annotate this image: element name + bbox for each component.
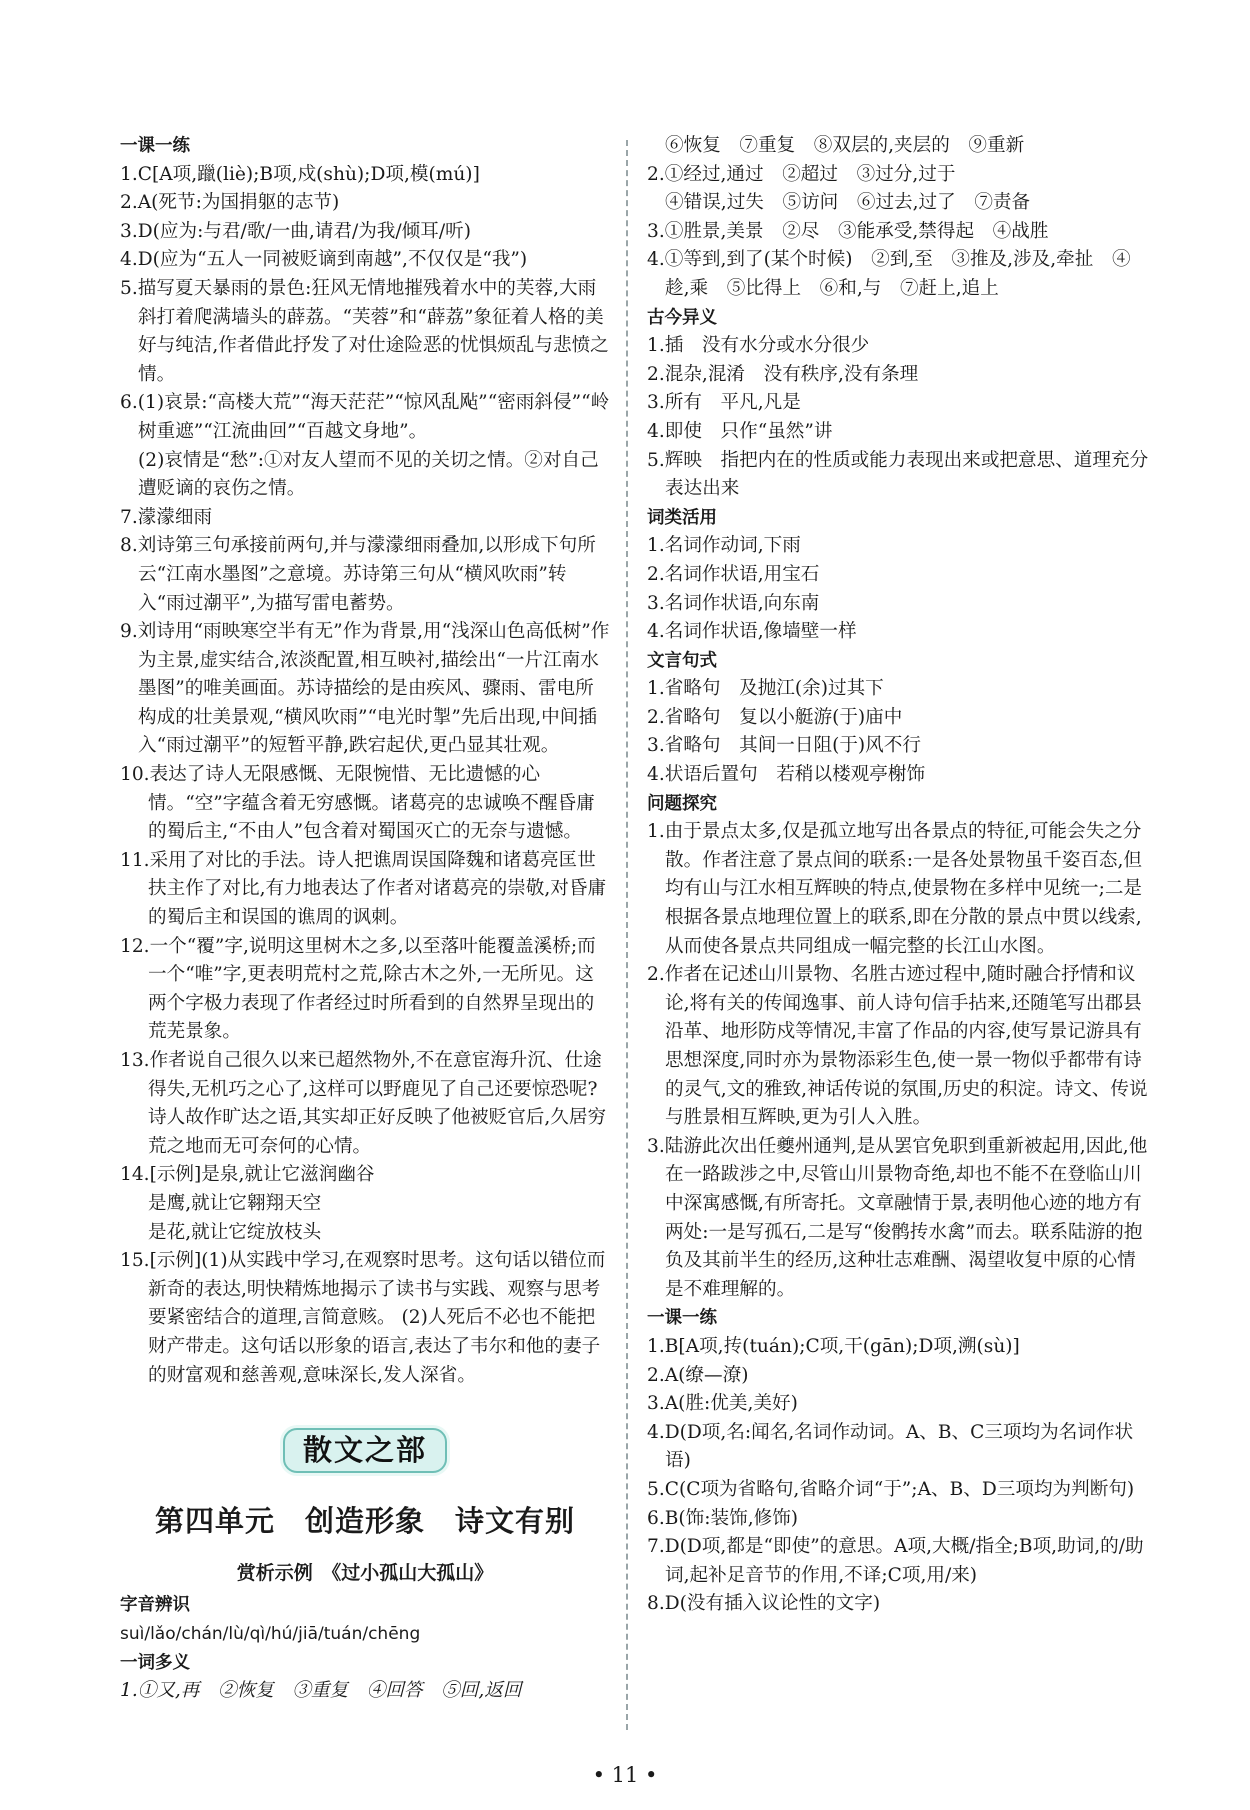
answer-item: 2.①经过,通过 ②超过 ③过分,过于: [647, 163, 956, 185]
answer-item: 4.D(D项,名:闻名,名词作动词。A、B、C三项均为名词作状语): [647, 1421, 1134, 1472]
answer-item: 6.B(饰:装饰,修饰): [647, 1507, 799, 1529]
answer-continuation: 是花,就让它绽放枝头: [148, 1221, 322, 1243]
answer-item: 1.C[A项,躐(liè);B项,戍(shù);D项,模(mú)]: [120, 163, 480, 185]
answer-item: 3.省略句 其间一日阻(于)风不行: [647, 735, 921, 757]
left-column: [120, 132, 610, 1706]
answer-item: 14.[示例]是泉,就让它滋润幽谷: [120, 1164, 375, 1186]
answer-item: 15.[示例](1)从实践中学习,在观察时思考。这句话以错位而新奇的表达,明快精炼地揭示了读书与实践、观察与思考要紧密结合的道理,言简意赅。 (2)人死后不必也不能把财产带走。这句话以形象的语言,表达了韦尔和他的妻子的财富观和慈善观,意味深长,发人深省。: [120, 1250, 606, 1386]
answer-item: 1.插 没有水分或水分很少: [647, 335, 870, 357]
answer-item: 3.①胜景,美景 ②尽 ③能承受,禁得起 ④战胜: [647, 220, 1049, 242]
answer-item: 9.刘诗用“雨映寒空半有无”作为背景,用“浅深山色高低树”作为主景,虚实结合,浓淡配置,相互映衬,描绘出“一片江南水墨图”的唯美画面。苏诗描绘的是由疾风、骤雨、雷电所构成的壮美景观,“横风吹雨”“电光时掣”先后出现,中间插入“雨过潮平”的短暂平静,跌宕起伏,更凸显其壮观。: [120, 621, 610, 757]
answer-item: 4.名词作状语,像墙壁一样: [647, 621, 857, 643]
column-divider: [626, 140, 628, 1730]
lesson-subtitle: 赏析示例 《过小孤山大孤山》: [236, 1561, 494, 1584]
answer-item: 4.状语后置句 若稍以楼观亭榭饰: [647, 764, 926, 786]
answer-item: 1.省略句 及抛江(余)过其下: [647, 678, 884, 700]
answer-item: 12.一个“覆”字,说明这里树木之多,以至落叶能覆盖溪桥;而一个“唯”字,更表明荒村之荒,除古木之外,一无所见。这两个字极力表现了作者经过时所看到的自然界呈现出的荒芜景象。: [120, 935, 596, 1043]
answer-item: 11.采用了对比的手法。诗人把谯周误国降魏和诸葛亮匡世扶主作了对比,有力地表达了作者对诸葛亮的崇敬,对昏庸的蜀后主和误国的谯周的讽刺。: [120, 849, 607, 929]
answer-item: 3.名词作状语,向东南: [647, 592, 820, 614]
answer-item: 4.D(应为“五人一同被贬谪到南越”,不仅仅是“我”): [120, 249, 528, 271]
answer-item: 3.D(应为:与君/歌/一曲,请君/为我/倾耳/听): [120, 220, 471, 242]
answer-item: 5.描写夏天暴雨的景色:狂风无情地摧残着水中的芙蓉,大雨斜打着爬满墙头的薜荔。“芙蓉”和“薜荔”象征着人格的美好与纯洁,作者借此抒发了对仕途险恶的忧惧烦乱与悲愤之情。: [120, 277, 609, 385]
answer-item: 2.A(死节:为国捐躯的志节): [120, 192, 340, 214]
answer-item: 2.省略句 复以小艇游(于)庙中: [647, 706, 903, 728]
answer-item: 3.所有 平凡,凡是: [647, 392, 801, 414]
answer-item: 7.D(D项,都是“即使”的意思。A项,大概/指全;B项,助词,的/助词,起补足音节的作用,不译;C项,用/来): [647, 1536, 1144, 1586]
section-banner: 散文之部: [283, 1428, 447, 1473]
answer-item: 10.表达了诗人无限感慨、无限惋惜、无比遗憾的心情。“空”字蕴含着无穷感慨。诸葛亮的忠诚唤不醒昏庸的蜀后主,“不由人”包含着对蜀国灭亡的无奈与遗憾。: [120, 764, 595, 843]
answer-item: 4.即使 只作“虽然”讲: [647, 420, 833, 442]
section-heading: 古今异义: [647, 307, 717, 328]
answer-item: 1.B[A项,抟(tuán);C项,干(gān);D项,溯(sù)]: [647, 1335, 1020, 1357]
answer-item: 1.①又,再 ②恢复 ③重复 ④回答 ⑤回,返回: [120, 1680, 522, 1702]
section-heading: 词类活用: [647, 507, 717, 528]
answer-item: 5.辉映 指把内在的性质或能力表现出来或把意思、道理充分表达出来: [647, 449, 1149, 500]
answer-item: 1.由于景点太多,仅是孤立地写出各景点的特征,可能会失之分散。作者注意了景点间的联系:一是各处景物虽千姿百态,但均有山与江水相互辉映的特点,使景物在多样中见统一;二是根据各景点地理位置上的联系,即在分散的景点中贯以线索,从而使各景点共同组成一幅完整的长江山水图。: [647, 821, 1143, 957]
answer-continuation: 是鹰,就让它翱翔天空: [148, 1192, 322, 1214]
section-heading: 文言句式: [647, 650, 717, 671]
section-heading: 一课一练: [647, 1308, 717, 1329]
answer-item: 1.名词作动词,下雨: [647, 535, 801, 557]
answer-item: 3.A(胜:优美,美好): [647, 1393, 798, 1415]
section-heading: 问题探究: [647, 793, 717, 814]
section-heading: 一词多义: [120, 1652, 190, 1673]
answer-item: 7.濛濛细雨: [120, 506, 213, 528]
answer-continuation: ⑥恢复 ⑦重复 ⑧双层的,夹层的 ⑨重新: [665, 135, 1025, 156]
answer-item: 2.作者在记述山川景物、名胜古迹过程中,随时融合抒情和议论,将有关的传闻逸事、前人诗句信手拈来,还随笔写出郡县沿革、地形防戍等情况,丰富了作品的内容,使写景记游具有思想深度,同时亦为景物添彩生色,使一景一物似乎都带有诗的灵气,文的雅致,神话传说的氛围,历史的积淀。诗文、传说与胜景相互辉映,更为引人入胜。: [647, 964, 1148, 1129]
answer-item: 2.名词作状语,用宝石: [647, 563, 820, 585]
answer-item: 5.C(C项为省略句,省略介词“于”;A、B、D三项均为判断句): [647, 1478, 1135, 1500]
unit-title: 第四单元 创造形象 诗文有别: [154, 1503, 575, 1538]
pinyin-answer: suì/lǎo/chán/lù/qì/hú/jiā/tuán/chēng: [120, 1623, 421, 1644]
answer-item: 8.刘诗第三句承接前两句,并与濛濛细雨叠加,以形成下句所云“江南水墨图”之意境。苏诗第三句从“横风吹雨”转入“雨过潮平”,为描写雷电蓄势。: [120, 535, 596, 614]
section-banner-wrap: [120, 1428, 610, 1473]
answer-continuation: ④错误,过失 ⑤访问 ⑥过去,过了 ⑦责备: [665, 192, 1031, 214]
section-heading: 一课一练: [120, 136, 190, 156]
answer-item: 3.陆游此次出任夔州通判,是从罢官免职到重新被起用,因此,他在一路跋涉之中,尽管山川景物奇绝,却也不能不在登临山川中深寓感慨,有所寄托。文章融情于景,表明他心迹的地方有两处:一是写孤石,二是写“俊鹘抟水禽”而去。联系陆游的抱负及其前半生的经历,这种壮志难酬、渴望收复中原的心情是不难理解的。: [647, 1135, 1148, 1300]
answer-item: 13.作者说自己很久以来已超然物外,不在意宦海升沉、仕途得失,无机巧之心了,这样可以野鹿见了自己还要惊恐呢?诗人故作旷达之语,其实却正好反映了他被贬官后,久居穷荒之地而无可奈何的心情。: [120, 1050, 607, 1157]
right-column: [647, 132, 1152, 1619]
answer-item: 2.混杂,混淆 没有秩序,没有条理: [647, 363, 919, 385]
answer-item: 4.①等到,到了(某个时候) ②到,至 ③推及,涉及,牵扯 ④趁,乘 ⑤比得上 ⑥和,与 ⑦赶上,追上: [647, 249, 1131, 299]
answer-continuation: (2)哀情是“愁”:①对友人望而不见的关切之情。②对自己遭贬谪的哀伤之情。: [138, 449, 599, 500]
page-number: • 11 •: [592, 1763, 658, 1787]
answer-item: 8.D(没有插入议论性的文字): [647, 1593, 881, 1615]
section-heading: 字音辨识: [120, 1595, 190, 1616]
answer-item: 2.A(缭—潦): [647, 1364, 749, 1386]
answer-item: 6.(1)哀景:“高楼大荒”“海天茫茫”“惊风乱飐”“密雨斜侵”“岭树重遮”“江流曲回”“百越文身地”。: [120, 392, 610, 442]
